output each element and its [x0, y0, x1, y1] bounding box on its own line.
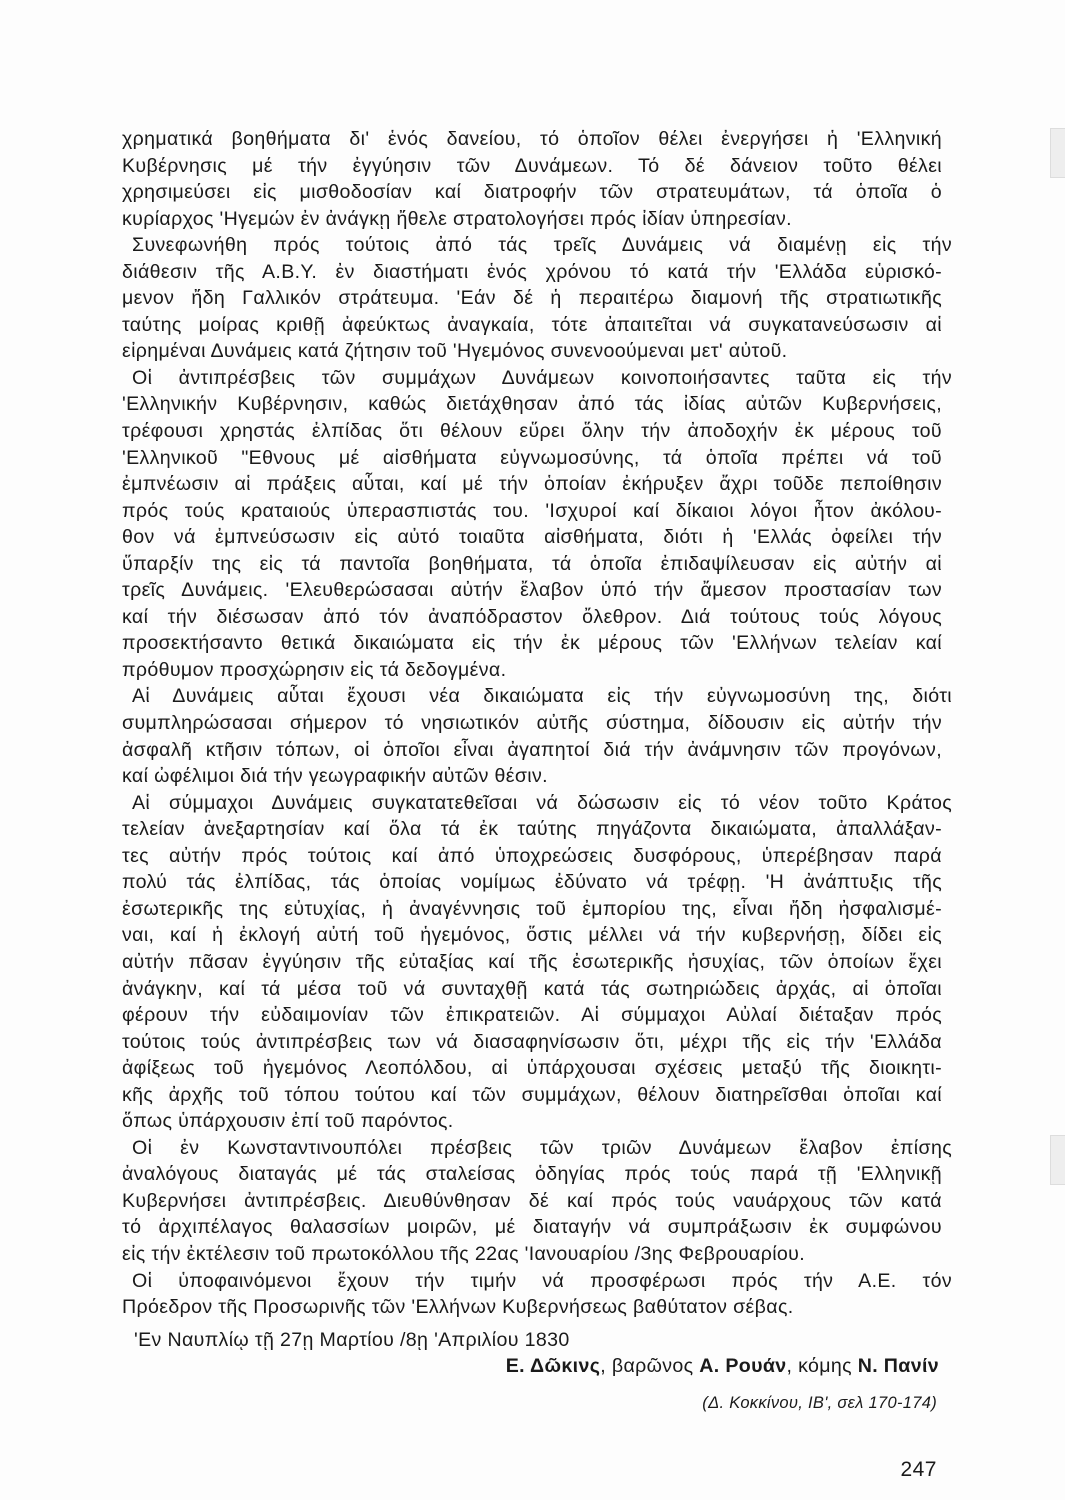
page-number: 247 — [900, 1458, 937, 1481]
text-line: Κυβέρνησις μέ τήν ἐγγύησιν τῶν Δυνάμεων. Τό δέ δάνειον τοῦτο θέλει — [122, 154, 942, 177]
text-line: θον νά ἐμπνεύσωσιν εἰς αὐτό τοιαῦτα αἰσθήματα, διότι ἡ 'Ελλάς ὀφείλει τήν — [122, 526, 942, 549]
signatory-name: Α. Ρουάν — [699, 1355, 787, 1377]
text-line: τες αὐτήν πρός τούτοις καί ἀπό ὑποχρεώσεις δυσφόρους, ὑπερέβησαν παρά — [122, 844, 942, 867]
text-line: ἐμπνέωσιν αἱ πράξεις αὗται, καί μέ τήν ὁποίαν ἐκήρυξεν ἄχρι τοῦδε πεποίθησιν — [122, 473, 942, 496]
paragraph — [122, 790, 952, 1135]
text-line: φέρουν τήν εὐδαιμονίαν τῶν ἐπικρατειῶν. Αἱ σύμμαχοι Αὐλαί διέταξαν πρός — [122, 1004, 942, 1027]
source-citation: (Δ. Κοκκίνου, ΙΒ', σελ 170-174) — [702, 1394, 937, 1412]
text-line: 'Ελληνικοῦ "Εθνους μέ αἰσθήματα εὐγνωμοσύνης, τά ὁποῖα πρέπει νά τοῦ — [122, 446, 942, 469]
text-line: ταύτης μοίρας κριθῇ ἀφεύκτως ἀναγκαία, τότε ἀπαιτεῖται νά συγκατανεύσωσιν αἱ — [122, 313, 942, 336]
text-line: αὐτήν πᾶσαν ἐγγύησιν τῆς εὐταξίας καί τῆς ἐσωτερικῆς ἡσυχίας, τῶν ὁποίων ἔχει — [122, 950, 942, 973]
body-text — [122, 126, 952, 1321]
text-line: καί ὠφέλιμοι διά τήν γεωγραφικήν αὐτῶν θέσιν. — [122, 765, 548, 788]
text-line: τρεῖς Δυνάμεις. 'Ελευθερώσασαι αὐτήν ἔλαβον ὑπό τήν ἄμεσον προστασίαν των — [122, 579, 942, 602]
text-line: πολύ τάς ἐλπίδας, τάς ὁποίας νομίμως ἐδύνατο νά τρέφῃ. 'Η ἀνάπτυξις τῆς — [122, 871, 942, 894]
paragraph — [122, 365, 952, 684]
text-line: πρόθυμον προσχώρησιν εἰς τά δεδογμένα. — [122, 658, 507, 681]
text-line: ἀφίξεως τοῦ ἡγεμόνος Λεοπόλδου, αἱ ὑπάρχουσαι σχέσεις μεταξύ τῆς διοικητι- — [122, 1057, 942, 1080]
text-line: συμπληρώσασαι σήμερον τό νησιωτικόν αὐτῆς σύστημα, δίδουσιν εἰς αὐτήν τήν — [122, 712, 942, 735]
date-line: 'Εν Ναυπλίῳ τῇ 27ῃ Μαρτίου /8ῃ 'Απριλίου 1830 — [134, 1329, 570, 1351]
paragraph — [122, 1268, 952, 1321]
text-line: χρησιμεύσει εἰς μισθοδοσίαν καί διατροφήν τῶν στρατευμάτων, τά ὁποῖα ὁ — [122, 181, 942, 204]
text-line: ἀναλόγους διαταγάς μέ τάς σταλείσας ὁδηγίας πρός τούς παρά τῇ 'Ελληνικῇ — [122, 1163, 942, 1186]
text-line: τελείαν ἀνεξαρτησίαν καί ὅλα τά ἐκ ταύτης πηγάζοντα δικαιώματα, ἀπαλλάξαν- — [122, 818, 942, 841]
text-line: μενον ἤδη Γαλλικόν στράτευμα. 'Εάν δέ ἡ περαιτέρω διαμονή τῆς στρατιωτικῆς — [122, 287, 942, 310]
text-line: εἰρημέναι Δυνάμεις κατά ζήτησιν τοῦ 'Ηγεμόνος συνενοούμεναι μετ' αὐτοῦ. — [122, 340, 788, 363]
text-line: ἀσφαλῆ κτῆσιν τόπων, οἱ ὁποῖοι εἶναι ἀγαπητοί διά τήν ἀνάμνησιν τῶν προγόνων, — [122, 738, 942, 761]
edge-thumb-mark — [1050, 128, 1065, 178]
text-line: Αἱ Δυνάμεις αὗται ἔχουσι νέα δικαιώματα εἰς τήν εὐγνωμοσύνη της, διότι — [132, 685, 952, 708]
text-line: Αἱ σύμμαχοι Δυνάμεις συγκατατεθεῖσαι νά δώσωσιν εἰς τό νέον τοῦτο Κράτος — [132, 791, 952, 814]
text-line: διάθεσιν τῆς Α.Β.Υ. ἐν διαστήματι ἑνός χρόνου τό κατά τήν 'Ελλάδα εὑρισκό- — [122, 260, 942, 283]
text-line: Οἱ ὑποφαινόμενοι ἔχουν τήν τιμήν νά προσφέρωσι πρός τήν Α.Ε. τόν — [132, 1269, 952, 1292]
text-line: κυρίαρχος 'Ηγεμών ἐν ἀνάγκῃ ἤθελε στρατολογήσει πρός ἰδίαν ὑπηρεσίαν. — [122, 207, 792, 230]
signatory-title: , βαρῶνος — [600, 1355, 700, 1377]
paragraph — [122, 1135, 952, 1268]
text-line: Πρόεδρον τῆς Προσωρινῆς τῶν 'Ελλήνων Κυβερνήσεως βαθύτατον σέβας. — [122, 1296, 794, 1319]
text-line: προσεκτήσαντο θετικά δικαιώματα εἰς τήν ἐκ μέρους τῶν 'Ελλήνων τελείαν καί — [122, 632, 942, 655]
text-line: χρηματικά βοηθήματα δι' ἑνός δανείου, τό ὁποῖον θέλει ἐνεργήσει ἡ 'Ελληνική — [122, 128, 942, 150]
paragraph — [122, 683, 952, 789]
text-line: 'Ελληνικήν Κυβέρνησιν, καθώς διετάχθησαν ἀπό τάς ἰδίας αὐτῶν Κυβερνήσεις, — [122, 393, 942, 416]
text-line: πρός τούς κραταιούς ὑπερασπιστάς του. 'Ισχυροί καί δίκαιοι λόγοι ἦτον ἀκόλου- — [122, 499, 942, 522]
text-line: τό ἀρχιπέλαγος θαλασσίων μοιρῶν, μέ διαταγήν νά συμπράξωσιν ἐκ συμφώνου — [122, 1216, 942, 1239]
text-line: ἀνάγκην, καί τά μέσα τοῦ νά συνταχθῇ κατά τάς σωτηριώδεις ἀρχάς, αἱ ὁποῖαι — [122, 977, 942, 1000]
signatory-name: Ν. Πανίν — [857, 1355, 939, 1377]
text-line: τρέφουσι χρηστάς ἐλπίδας ὅτι θέλουν εὕρει ὅλην τήν ἀποδοχήν ἐκ μέρους τοῦ — [122, 420, 942, 443]
text-line: ὕπαρξίν της εἰς τά παντοῖα βοηθήματα, τά ὁποῖα ἐπιδαψίλευσαν εἰς αὐτήν αἱ — [122, 552, 942, 575]
text-line: τούτοις τούς ἀντιπρέσβεις των νά διασαφηνίσωσιν ὅτι, μέχρι τῆς εἰς τήν 'Ελλάδα — [122, 1030, 942, 1053]
text-line: καί τήν διέσωσαν ἀπό τόν ἀναπόδραστον ὄλεθρον. Διά τούτους τούς λόγους — [122, 605, 942, 628]
edge-thumb-mark — [1050, 1135, 1065, 1185]
text-line: Συνεφωνήθη πρός τούτοις ἀπό τάς τρεῖς Δυνάμεις νά διαμένῃ εἰς τήν — [132, 234, 952, 257]
signatories — [506, 1355, 939, 1378]
signatory-name: Ε. Δῶκινς — [505, 1355, 601, 1377]
text-line: Οἱ ἐν Κωνσταντινουπόλει πρέσβεις τῶν τριῶν Δυνάμεων ἔλαβον ἐπίσης — [132, 1136, 952, 1159]
paragraph — [122, 126, 942, 232]
text-line: κῆς ἀρχῆς τοῦ τόπου τούτου καί τῶν συμμάχων, θέλουν διατηρεῖσθαι ὁποῖαι καί — [122, 1083, 942, 1106]
paragraph — [122, 232, 952, 365]
text-line: ἐσωτερικῆς της εὐτυχίας, ἡ ἀναγέννησις τοῦ ἐμπορίου της, εἶναι ἤδη ἠσφαλισμέ- — [122, 897, 942, 920]
text-line: Κυβερνήσει ἀντιπρέσβεις. Διευθύνθησαν δέ καί πρός τούς ναυάρχους τῶν κατά — [122, 1189, 942, 1212]
signatory-title: , κόμης — [786, 1355, 858, 1377]
text-line: εἰς τήν ἐκτέλεσιν τοῦ πρωτοκόλλου τῆς 22ας 'Ιανουαρίου /3ης Φεβρουαρίου. — [122, 1242, 806, 1265]
text-line: Οἱ ἀντιπρέσβεις τῶν συμμάχων Δυνάμεων κοινοποιήσαντες ταῦτα εἰς τήν — [132, 366, 952, 389]
text-line: ναι, καί ἡ ἐκλογή αὐτή τοῦ ἡγεμόνος, ὅστις μέλλει νά τήν κυβερνήσῃ, δίδει εἰς — [122, 924, 942, 947]
text-line: ὅπως ὑπάρχουσιν ἐπί τοῦ παρόντος. — [122, 1110, 454, 1133]
